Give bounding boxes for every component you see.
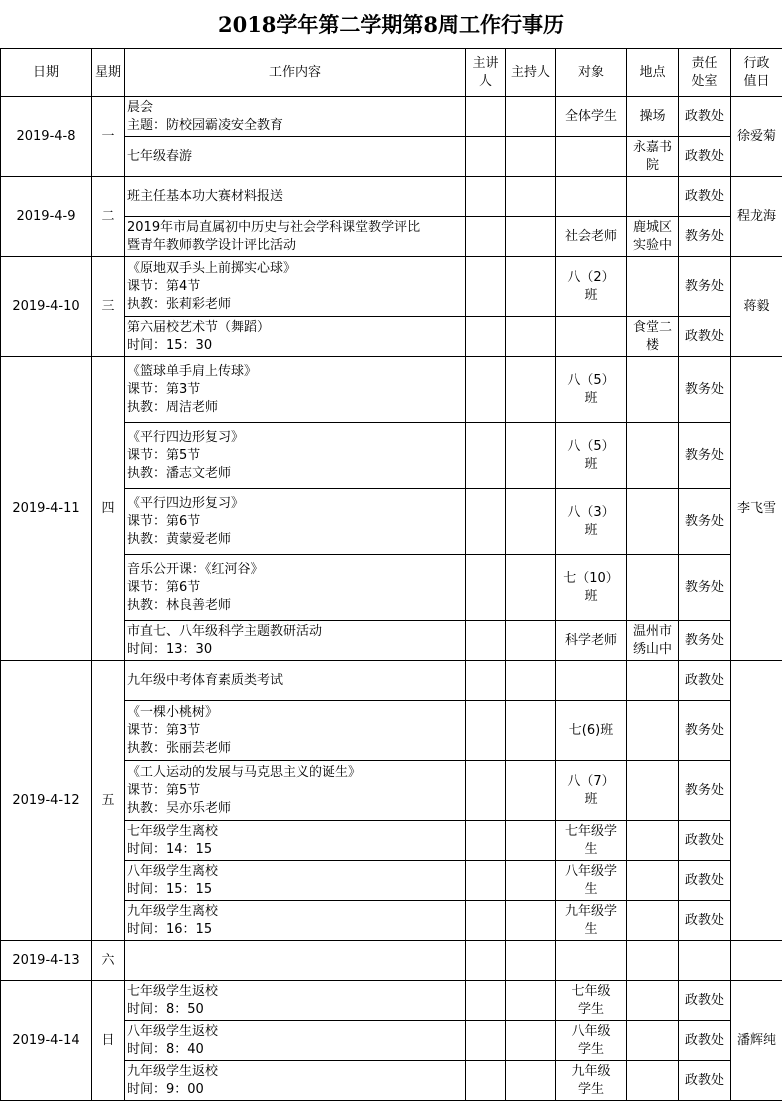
location-cell — [627, 901, 679, 941]
header-host: 主持人 — [506, 49, 556, 97]
location-cell — [627, 357, 679, 423]
weekday-cell: 三 — [92, 257, 125, 357]
speaker-cell — [466, 981, 506, 1021]
duty-cell: 李飞雪 — [731, 357, 782, 661]
location-cell — [627, 1021, 679, 1061]
audience-cell — [556, 621, 627, 661]
dept-cell: 教务处 — [679, 217, 731, 257]
location-line: 永嘉书 — [632, 139, 672, 155]
host-cell — [506, 317, 556, 357]
speaker-cell — [466, 137, 506, 177]
content-cell — [125, 97, 466, 137]
audience-line: 八（2） — [567, 269, 615, 285]
content-line: 班主任基本功大赛材料报送 — [127, 188, 284, 204]
host-cell — [506, 661, 556, 701]
date-cell: 2019-4-14 — [1, 981, 92, 1101]
content-line: 《平行四边形复习》 — [127, 429, 245, 445]
speaker-cell — [466, 217, 506, 257]
audience-cell — [556, 137, 627, 177]
location-cell — [627, 701, 679, 761]
dept-cell: 政教处 — [679, 901, 731, 941]
speaker-cell — [466, 489, 506, 555]
dept-cell: 政教处 — [679, 981, 731, 1021]
content-line: 时间：8：50 — [127, 1001, 204, 1017]
speaker-cell — [466, 1021, 506, 1061]
location-cell — [627, 257, 679, 317]
content-line: 《原地双手头上前掷实心球》 — [127, 260, 297, 276]
schedule-table — [0, 48, 782, 1101]
content-cell — [125, 861, 466, 901]
host-cell — [506, 901, 556, 941]
dept-cell: 教务处 — [679, 555, 731, 621]
speaker-cell — [466, 661, 506, 701]
audience-cell — [556, 257, 627, 317]
content-cell — [125, 317, 466, 357]
weekday-cell: 五 — [92, 661, 125, 941]
host-cell — [506, 357, 556, 423]
audience-line: 社会老师 — [564, 228, 617, 244]
dept-cell: 教务处 — [679, 423, 731, 489]
audience-line: 班 — [584, 390, 598, 406]
header-speaker-line: 主讲 — [472, 55, 499, 71]
content-cell — [125, 621, 466, 661]
content-cell — [125, 981, 466, 1021]
content-line: 时间：13：30 — [127, 641, 213, 657]
location-text — [629, 139, 676, 175]
header-speaker-line: 人 — [478, 73, 492, 89]
location-text — [629, 219, 676, 255]
weekday-cell: 六 — [92, 941, 125, 981]
content-cell — [125, 821, 466, 861]
header-weekday: 星期 — [92, 49, 125, 97]
audience-line: 八年级 — [571, 1023, 611, 1039]
audience-line: 八（5） — [567, 438, 615, 454]
schedule-body — [1, 97, 782, 1101]
location-cell — [627, 1061, 679, 1101]
content-line: 2019年市局直属初中历史与社会学科课堂教学评比 — [127, 219, 421, 235]
location-cell — [627, 555, 679, 621]
host-cell — [506, 97, 556, 137]
duty-cell: 程龙海 — [731, 177, 782, 257]
content-cell — [125, 661, 466, 701]
audience-line: 八（5） — [567, 372, 615, 388]
header-audience: 对象 — [556, 49, 627, 97]
location-cell — [627, 217, 679, 257]
dept-cell: 教务处 — [679, 489, 731, 555]
host-cell — [506, 761, 556, 821]
content-cell — [125, 701, 466, 761]
duty-cell: 潘辉纯 — [731, 981, 782, 1101]
audience-line: 班 — [584, 791, 598, 807]
table-row — [1, 97, 782, 137]
audience-line: 九年级 — [571, 1063, 611, 1079]
weekday-cell: 日 — [92, 981, 125, 1101]
header-row — [1, 49, 782, 97]
content-line: 课节：第4节 — [127, 278, 201, 294]
location-cell — [627, 821, 679, 861]
dept-cell: 教务处 — [679, 621, 731, 661]
content-cell — [125, 177, 466, 217]
content-line: 时间：9：00 — [127, 1081, 204, 1097]
content-line: 七年级学生返校 — [127, 983, 219, 999]
dept-cell: 政教处 — [679, 1021, 731, 1061]
audience-cell — [556, 489, 627, 555]
audience-line: 八年级学 — [564, 863, 617, 879]
date-cell: 2019-4-9 — [1, 177, 92, 257]
location-cell — [627, 981, 679, 1021]
location-cell — [627, 137, 679, 177]
host-cell — [506, 981, 556, 1021]
location-cell — [627, 423, 679, 489]
audience-cell — [556, 423, 627, 489]
content-line: 九年级学生返校 — [127, 1063, 219, 1079]
dept-cell: 政教处 — [679, 177, 731, 217]
duty-cell: 徐爱菊 — [731, 97, 782, 177]
content-line: 《一棵小桃树》 — [127, 704, 219, 720]
location-text — [629, 319, 676, 355]
audience-line: 学生 — [577, 1041, 604, 1057]
host-cell — [506, 217, 556, 257]
content-line: 《平行四边形复习》 — [127, 495, 245, 511]
host-cell — [506, 941, 556, 981]
content-line: 《篮球单手肩上传球》 — [127, 363, 258, 379]
location-line: 楼 — [645, 337, 659, 353]
content-line: 执教：潘志文老师 — [127, 465, 232, 481]
dept-cell — [679, 941, 731, 981]
speaker-cell — [466, 901, 506, 941]
location-cell — [627, 941, 679, 981]
audience-cell — [556, 177, 627, 217]
speaker-cell — [466, 701, 506, 761]
content-cell — [125, 1021, 466, 1061]
content-line: 时间：8：40 — [127, 1041, 204, 1057]
content-cell — [125, 257, 466, 317]
content-line: 课节：第3节 — [127, 722, 201, 738]
host-cell — [506, 621, 556, 661]
speaker-cell — [466, 1061, 506, 1101]
audience-cell — [556, 901, 627, 941]
content-line: 九年级学生离校 — [127, 903, 219, 919]
table-row — [1, 941, 782, 981]
host-cell — [506, 821, 556, 861]
content-line: 时间：14：15 — [127, 841, 213, 857]
content-line: 时间：15：15 — [127, 881, 213, 897]
content-line: 执教：吴亦乐老师 — [127, 800, 232, 816]
audience-line: 学生 — [577, 1081, 604, 1097]
table-row — [1, 257, 782, 317]
audience-line: 生 — [584, 841, 598, 857]
date-cell: 2019-4-8 — [1, 97, 92, 177]
location-line: 温州市 — [632, 623, 672, 639]
content-line: 八年级学生返校 — [127, 1023, 219, 1039]
location-cell — [627, 621, 679, 661]
content-line: 音乐公开课：《红河谷》 — [127, 561, 264, 577]
speaker-cell — [466, 941, 506, 981]
content-cell — [125, 901, 466, 941]
audience-cell — [556, 317, 627, 357]
dept-cell: 政教处 — [679, 821, 731, 861]
table-row — [1, 661, 782, 701]
audience-line: 班 — [584, 287, 598, 303]
location-line: 鹿城区 — [632, 219, 672, 235]
speaker-cell — [466, 257, 506, 317]
content-line: 时间：16：15 — [127, 921, 213, 937]
content-line: 执教：黄蒙爱老师 — [127, 531, 232, 547]
content-line: 九年级中考体育素质类考试 — [127, 672, 284, 688]
audience-line: 生 — [584, 921, 598, 937]
dept-cell: 政教处 — [679, 137, 731, 177]
header-content: 工作内容 — [125, 49, 466, 97]
content-line: 课节：第6节 — [127, 579, 201, 595]
speaker-cell — [466, 621, 506, 661]
speaker-cell — [466, 97, 506, 137]
speaker-cell — [466, 423, 506, 489]
speaker-cell — [466, 357, 506, 423]
content-cell — [125, 217, 466, 257]
host-cell — [506, 861, 556, 901]
audience-cell — [556, 555, 627, 621]
audience-line: 七年级学 — [564, 823, 617, 839]
dept-cell: 教务处 — [679, 257, 731, 317]
content-line: 第六届校艺术节（舞蹈） — [127, 319, 271, 335]
audience-cell — [556, 357, 627, 423]
location-text — [629, 623, 676, 659]
header-duty — [731, 49, 782, 97]
location-line: 绣山中 — [632, 641, 672, 657]
content-line: 课节：第5节 — [127, 782, 201, 798]
date-cell: 2019-4-13 — [1, 941, 92, 981]
audience-cell — [556, 97, 627, 137]
dept-cell: 政教处 — [679, 1061, 731, 1101]
audience-cell — [556, 1061, 627, 1101]
host-cell — [506, 701, 556, 761]
content-line: 执教：张丽芸老师 — [127, 740, 232, 756]
audience-line: 学生 — [577, 1001, 604, 1017]
speaker-cell — [466, 317, 506, 357]
dept-cell: 教务处 — [679, 701, 731, 761]
header-duty-line: 行政 — [743, 55, 770, 71]
audience-line: 生 — [584, 881, 598, 897]
dept-cell: 政教处 — [679, 97, 731, 137]
location-cell — [627, 861, 679, 901]
dept-cell: 政教处 — [679, 317, 731, 357]
content-line: 七年级学生离校 — [127, 823, 219, 839]
table-row — [1, 981, 782, 1021]
content-cell — [125, 761, 466, 821]
content-line: 暨青年教师教学设计评比活动 — [127, 237, 297, 253]
content-line: 八年级学生离校 — [127, 863, 219, 879]
host-cell — [506, 555, 556, 621]
dept-cell: 教务处 — [679, 357, 731, 423]
header-speaker — [466, 49, 506, 97]
audience-line: 八（7） — [567, 773, 615, 789]
content-cell — [125, 357, 466, 423]
weekday-cell: 二 — [92, 177, 125, 257]
duty-cell — [731, 661, 782, 941]
audience-cell — [556, 861, 627, 901]
speaker-cell — [466, 555, 506, 621]
audience-line: 班 — [584, 522, 598, 538]
date-cell: 2019-4-12 — [1, 661, 92, 941]
content-line: 课节：第6节 — [127, 513, 201, 529]
content-cell — [125, 423, 466, 489]
dept-cell: 政教处 — [679, 661, 731, 701]
duty-cell — [731, 941, 782, 981]
content-line: 市直七、八年级科学主题教研活动 — [127, 623, 323, 639]
location-text — [629, 108, 676, 126]
header-duty-line: 值日 — [743, 73, 770, 89]
audience-cell — [556, 217, 627, 257]
content-line: 执教：林良善老师 — [127, 597, 232, 613]
content-line: 执教：周洁老师 — [127, 399, 219, 415]
location-line: 食堂二 — [632, 319, 672, 335]
audience-cell — [556, 661, 627, 701]
location-cell — [627, 761, 679, 821]
content-line: 时间：15：30 — [127, 337, 213, 353]
content-cell — [125, 1061, 466, 1101]
header-date: 日期 — [1, 49, 92, 97]
audience-cell — [556, 1021, 627, 1061]
speaker-cell — [466, 821, 506, 861]
audience-cell — [556, 761, 627, 821]
location-cell — [627, 97, 679, 137]
weekday-cell: 一 — [92, 97, 125, 177]
audience-line: 全体学生 — [564, 108, 617, 124]
content-line: 《工人运动的发展与马克思主义的诞生》 — [127, 764, 362, 780]
content-cell — [125, 137, 466, 177]
content-cell — [125, 489, 466, 555]
host-cell — [506, 1021, 556, 1061]
audience-line: 七(6)班 — [568, 722, 614, 738]
host-cell — [506, 177, 556, 217]
table-row — [1, 357, 782, 423]
audience-cell — [556, 941, 627, 981]
host-cell — [506, 423, 556, 489]
date-cell: 2019-4-10 — [1, 257, 92, 357]
content-cell — [125, 555, 466, 621]
date-cell: 2019-4-11 — [1, 357, 92, 661]
duty-cell: 蒋毅 — [731, 257, 782, 357]
content-line: 七年级春游 — [127, 148, 193, 164]
audience-cell — [556, 981, 627, 1021]
location-line: 实验中 — [632, 237, 672, 253]
speaker-cell — [466, 761, 506, 821]
audience-cell — [556, 701, 627, 761]
content-line: 晨会 — [127, 99, 154, 115]
page-title: 2018学年第二学期第8周工作行事历 — [217, 12, 565, 37]
audience-line: 七年级 — [571, 983, 611, 999]
header-dept — [679, 49, 731, 97]
weekday-cell: 四 — [92, 357, 125, 661]
location-cell — [627, 317, 679, 357]
location-line: 院 — [645, 157, 659, 173]
host-cell — [506, 257, 556, 317]
host-cell — [506, 1061, 556, 1101]
content-line: 课节：第5节 — [127, 447, 201, 463]
content-line: 执教：张莉彩老师 — [127, 296, 232, 312]
audience-line: 班 — [584, 588, 598, 604]
header-location: 地点 — [627, 49, 679, 97]
audience-line: 班 — [584, 456, 598, 472]
location-cell — [627, 661, 679, 701]
header-dept-line: 处室 — [691, 73, 718, 89]
dept-cell: 教务处 — [679, 761, 731, 821]
host-cell — [506, 137, 556, 177]
dept-cell: 政教处 — [679, 861, 731, 901]
content-cell — [125, 941, 466, 981]
table-row — [1, 177, 782, 217]
audience-line: 九年级学 — [564, 903, 617, 919]
content-line: 课节：第3节 — [127, 381, 201, 397]
audience-line: 八（3） — [567, 504, 615, 520]
content-line: 主题：防校园霸凌安全教育 — [127, 117, 284, 133]
speaker-cell — [466, 177, 506, 217]
audience-cell — [556, 821, 627, 861]
audience-line: 七（10） — [563, 570, 619, 586]
location-cell — [627, 489, 679, 555]
location-line: 操场 — [639, 108, 666, 124]
speaker-cell — [466, 861, 506, 901]
header-dept-line: 责任 — [691, 55, 718, 71]
location-cell — [627, 177, 679, 217]
audience-line: 科学老师 — [564, 632, 617, 648]
host-cell — [506, 489, 556, 555]
